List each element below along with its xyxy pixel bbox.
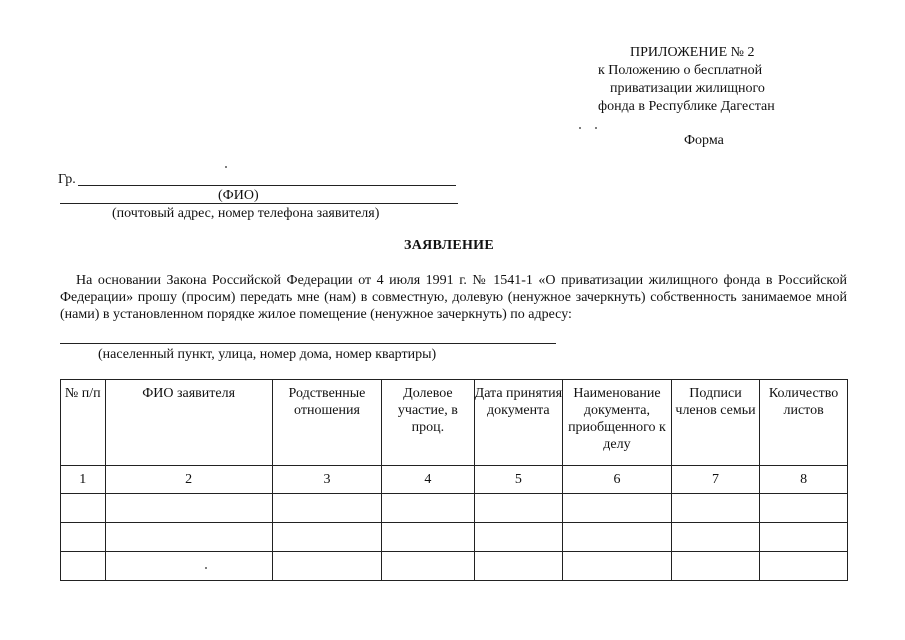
appendix-line-4: фонда в Республике Дагестан [598,99,775,114]
table-cell[interactable] [760,494,848,523]
table-cell[interactable] [474,523,563,552]
application-body-text: На основании Закона Российской Федерации от 4 июля 1991 г. № 1541-1 «О приватизации жилищного фонда в Российской Федерации» прошу (просим) передать мне (нам) в совместную, долевую (ненужное зачеркнуть) собственность занимаемое мной (нами) в установленном порядке жилое помещение (ненужное зачеркнуть) по адресу: [60,273,847,322]
appendix-line-2: к Положению о бесплатной [598,63,763,78]
header-signatures: Подписи членов семьи [671,380,759,466]
citizen-name-line[interactable] [78,185,456,186]
table-cell[interactable] [760,523,848,552]
applicant-address-caption: (почтовый адрес, номер телефона заявителя) [112,206,380,221]
header-date: Дата принятия документа [474,380,563,466]
table-cell[interactable] [563,494,672,523]
table-row [61,494,848,523]
column-number: 3 [272,466,381,494]
table-row [61,523,848,552]
applicants-table [60,379,848,581]
citizen-name-line-2[interactable] [60,203,458,204]
table-cell[interactable] [382,552,474,581]
header-relationship: Родственные отношения [272,380,381,466]
table-cell[interactable] [671,523,759,552]
application-body [60,272,847,323]
header-sheet-count: Количество листов [760,380,848,466]
table-cell[interactable] [474,494,563,523]
table-row [61,552,848,581]
header-document-name: Наименование документа, приобщенного к делу [563,380,672,466]
column-number: 5 [474,466,563,494]
column-number: 6 [563,466,672,494]
appendix-line-3: приватизации жилищного [610,81,765,96]
column-number: 1 [61,466,106,494]
table-cell[interactable] [272,552,381,581]
header-row-number: № п/п [61,380,106,466]
scan-speck [225,166,227,168]
table-cell[interactable] [272,523,381,552]
appendix-number: ПРИЛОЖЕНИЕ № 2 [630,45,755,60]
table-cell[interactable] [272,494,381,523]
table-cell[interactable] [105,552,272,581]
table-cell[interactable] [563,552,672,581]
column-number: 7 [671,466,759,494]
column-number: 8 [760,466,848,494]
scan-speck [579,127,581,129]
table-cell[interactable] [105,523,272,552]
scan-speck [205,567,207,569]
table-cell[interactable] [474,552,563,581]
document-title: ЗАЯВЛЕНИЕ [404,238,495,253]
table-cell[interactable] [61,552,106,581]
table-cell[interactable] [105,494,272,523]
appendix-header [590,44,810,116]
table-cell[interactable] [61,523,106,552]
citizen-prefix: Гр. [58,172,76,187]
header-share: Долевое участие, в проц. [382,380,474,466]
table-numbering-row [61,466,848,494]
column-number: 4 [382,466,474,494]
address-line-caption: (населенный пункт, улица, номер дома, номер квартиры) [98,347,437,362]
table-cell[interactable] [671,494,759,523]
table-cell[interactable] [382,494,474,523]
column-number: 2 [105,466,272,494]
table-cell[interactable] [671,552,759,581]
table-cell[interactable] [61,494,106,523]
table-cell[interactable] [382,523,474,552]
address-line[interactable] [60,343,556,344]
form-label: Форма [684,133,724,148]
fio-caption: (ФИО) [218,188,259,203]
table-cell[interactable] [563,523,672,552]
table-cell[interactable] [760,552,848,581]
scan-speck [595,127,597,129]
table-header-row [61,380,848,466]
header-applicant-fio: ФИО заявителя [105,380,272,466]
